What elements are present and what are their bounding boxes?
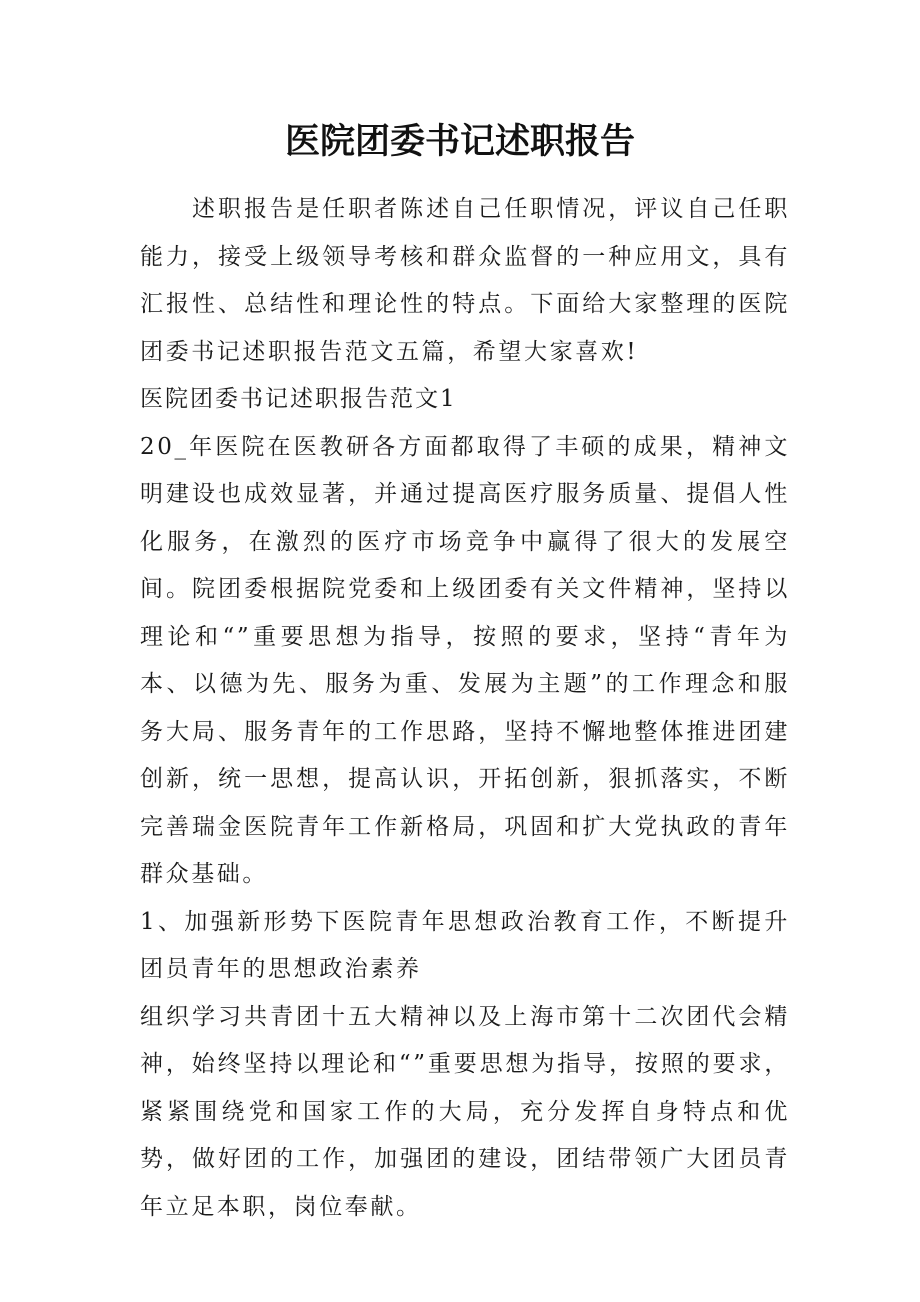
body-paragraph: 20_年医院在医教研各方面都取得了丰硕的成果，精神文明建设也成效显著，并通过提高医疗服务质量、提倡人性化服务，在激烈的医疗市场竞争中赢得了很大的发展空间。院团委根据院党委和上级团委有关文件精神，坚持以理论和“”重要思想为指导，按照的要求，坚持“青年为本、以德为先、服务为重、发展为主题”的工作理念和服务大局、服务青年的工作思路，坚持不懈地整体推进团建创新，统一思想，提高认识，开拓创新，狠抓落实，不断完善瑞金医院青年工作新格局，巩固和扩大党执政的青年群众基础。 [140, 433, 790, 887]
subheading: 1、加强新形势下医院青年思想政治教育工作，不断提升团员青年的思想政治素养 [140, 908, 790, 982]
body-paragraph: 组织学习共青团十五大精神以及上海市第十二次团代会精神，始终坚持以理论和“”重要思想为指导，按照的要求，紧紧围绕党和国家工作的大局，充分发挥自身特点和优势，做好团的工作，加强团的建设，团结带领广大团员青年立足本职，岗位奉献。 [140, 1003, 790, 1220]
intro-paragraph: 述职报告是任职者陈述自己任职情况，评议自己任职能力，接受上级领导考核和群众监督的一种应用文，具有汇报性、总结性和理论性的特点。下面给大家整理的医院团委书记述职报告范文五篇，希望大家喜欢! [140, 196, 790, 365]
document-title: 医院团委书记述职报告 [284, 122, 635, 162]
document-body [140, 186, 790, 1231]
section-title: 医院团委书记述职报告范文1 [140, 386, 457, 412]
